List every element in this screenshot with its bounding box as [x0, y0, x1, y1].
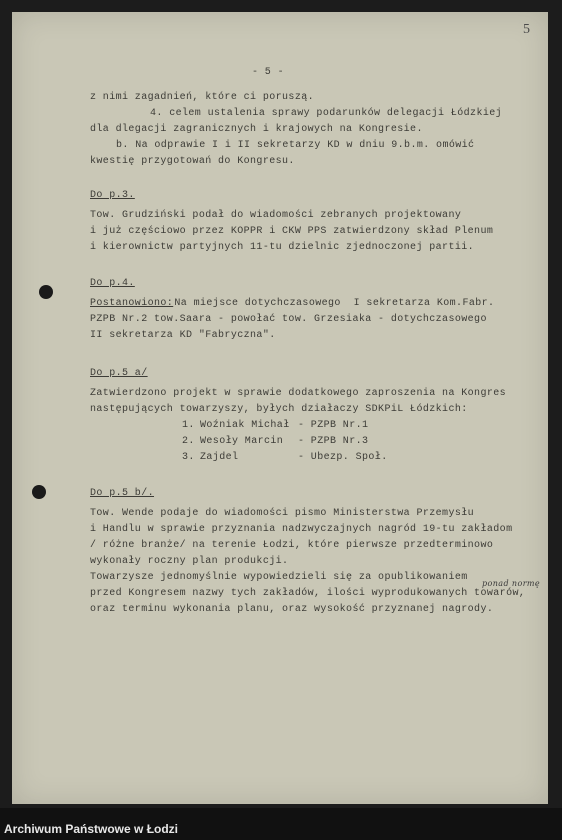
handwritten-page-number: 5: [523, 22, 530, 37]
typed-text: [12, 12, 548, 804]
text-line: następujących towarzyszy, byłych działaczy SDKPiL Łódzkich:: [90, 404, 468, 415]
text-line: Tow. Grudziński podał do wiadomości zebranych projektowany: [90, 210, 462, 221]
text-line: wykonały roczny plan produkcji.: [90, 556, 289, 567]
text-line: PZPB Nr.2 tow.Saara - powołać tow. Grzesiaka - dotychczasowego: [90, 314, 487, 325]
text-line: Tow. Wende podaje do wiadomości pismo Ministerstwa Przemysłu: [90, 508, 475, 519]
text-line: i Handlu w sprawie przyznania nadzwyczajnych nagród 19-tu zakładom: [90, 524, 513, 535]
archive-footer: [0, 808, 562, 840]
list-number: 1.: [182, 420, 195, 431]
text-line: i już częściowo przez KOPPR i CKW PPS zatwierdzony skład Plenum: [90, 226, 494, 237]
section-heading: Do p.5 a/: [90, 368, 148, 379]
text-line: II sekretarza KD "Fabryczna".: [90, 330, 276, 341]
section-heading: Do p.4.: [90, 278, 135, 289]
document-page: [12, 12, 548, 804]
text-line: / różne branże/ na terenie Łodzi, które pierwsze przedterminowo: [90, 540, 494, 551]
section-heading: Do p.3.: [90, 190, 135, 201]
list-org: - PZPB Nr.1: [298, 420, 369, 431]
handwritten-annotation: ponad normę: [482, 579, 541, 588]
text-line: oraz terminu wykonania planu, oraz wysokość przyznanej nagrody.: [90, 604, 494, 615]
list-name: Zajdel: [200, 452, 239, 463]
text-line: dla dlegacji zagranicznych i krajowych na Kongresie.: [90, 124, 423, 135]
text-line: z nimi zagadnień, które ci poruszą.: [90, 92, 315, 103]
decision-label: Postanowiono:: [90, 298, 174, 309]
text-line: 4. celem ustalenia sprawy podarunków delegacji Łódzkiej: [150, 108, 503, 119]
text-line: kwestię przygotowań do Kongresu.: [90, 156, 295, 167]
list-org: - PZPB Nr.3: [298, 436, 369, 447]
text-line: i kierownictw partyjnych 11-tu dzielnic zjednoczonej partii.: [90, 242, 475, 253]
text-line: Towarzysze jednomyślnie wypowiedzieli się za opublikowaniem: [90, 572, 468, 583]
list-number: 2.: [182, 436, 195, 447]
section-heading: Do p.5 b/.: [90, 488, 155, 499]
text-line: Zatwierdzono projekt w sprawie dodatkowego zaproszenia na Kongres: [90, 388, 507, 399]
list-org: - Ubezp. Społ.: [298, 452, 388, 463]
archive-name: Archiwum Państwowe w Łodzi: [4, 822, 179, 836]
typed-page-number: - 5 -: [252, 67, 285, 78]
text-line: Na miejsce dotychczasowego I sekretarza Kom.Fabr.: [168, 298, 495, 309]
list-number: 3.: [182, 452, 195, 463]
list-name: Woźniak Michał: [200, 420, 290, 431]
list-name: Wesoły Marcin: [200, 436, 284, 447]
text-line: przed Kongresem nazwy tych zakładów, ilości wyprodukowanych towarów,: [90, 588, 526, 599]
text-line: b. Na odprawie I i II sekretarzy KD w dniu 9.b.m. omówić: [116, 140, 475, 151]
